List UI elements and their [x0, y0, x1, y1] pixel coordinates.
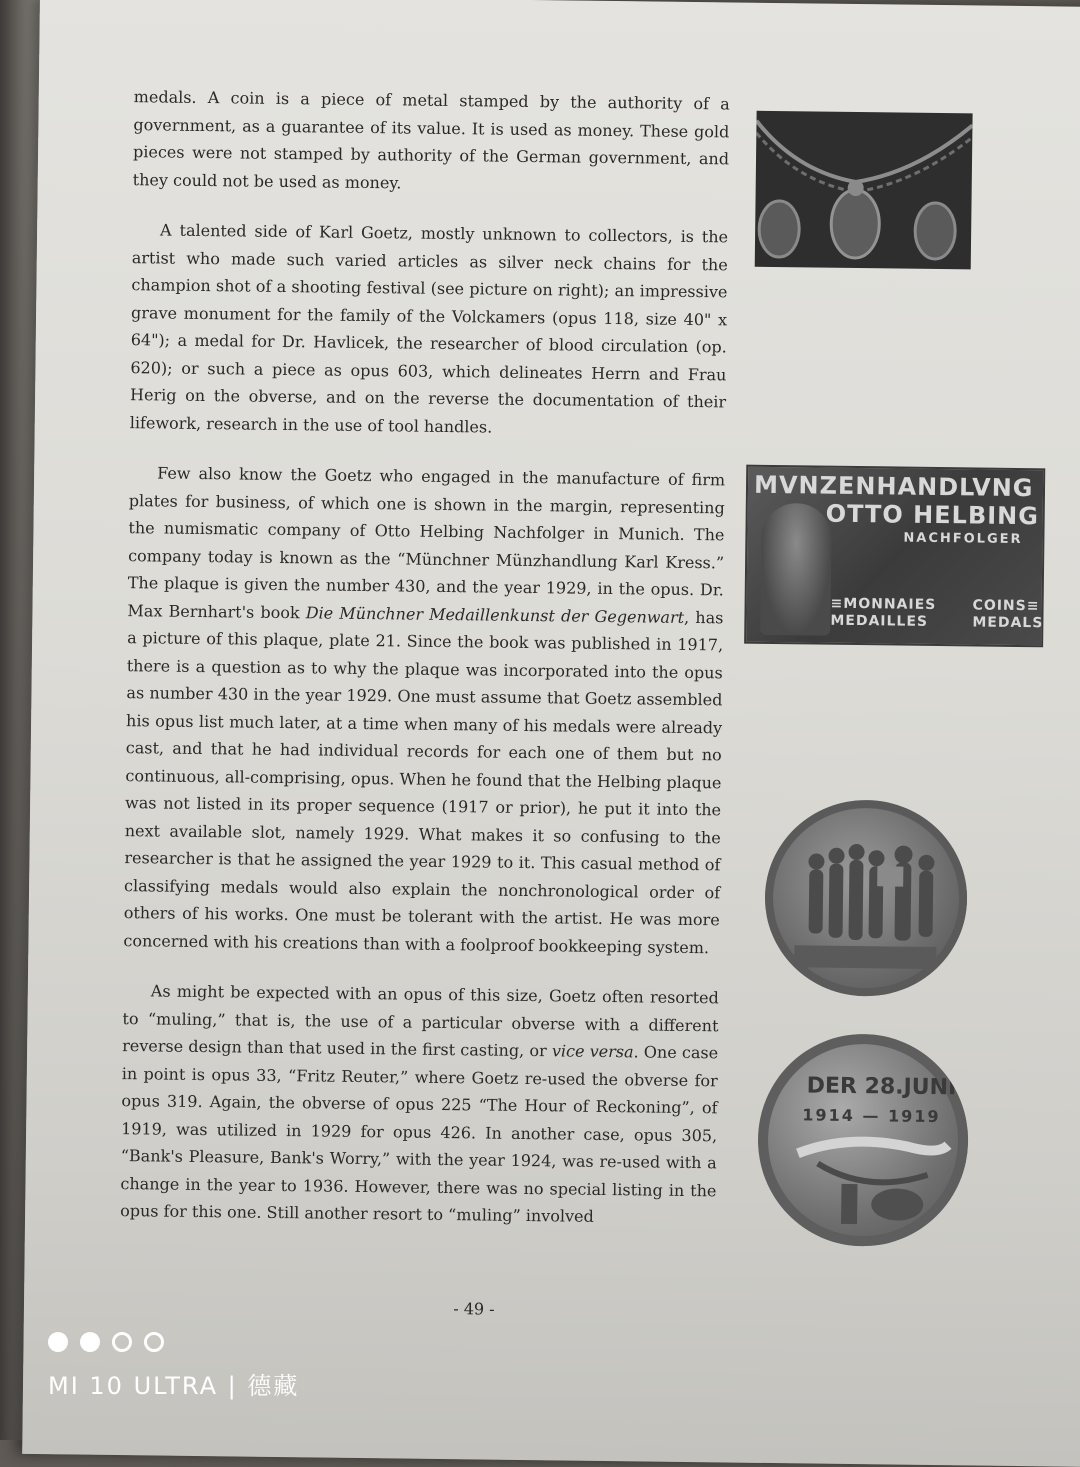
paragraph-2: A talented side of Karl Goetz, mostly unknown to collectors, is the artist who made such varied articles as silver neck chains for the champion shot of a shooting festival (see picture on right); an impressive grave monument for the family of the Volckamers (opus 118, size 40" x 64"); a medal for Dr. Havlicek, the researcher of blood circulation (op. 620); or such a piece as opus 603, which delineates Herrn and Frau Herig on the obverse, and on the reverse the documentation of their lifework, research in the use of tool handles.: [129, 220, 729, 437]
paragraph-4-start: As might be expected with an opus of this size, Goetz often resorted to “muling,” that is, the use of a particular obverse with a different reverse design than that used in the first casting, or: [122, 981, 719, 1061]
watermark-dot-icon: [144, 1332, 164, 1352]
paragraph-4: As might be expected with an opus of this size, Goetz often resorted to “muling,” that is, the use of a particular obverse with a different reverse design than that used in the first casting, or vice versa. One case in point is opus 33, “Fritz Reuter,” where Goetz re-used the obverse for opus 319. Again, the obverse of opus 225 “The Hour of Reckoning”, of 1919, was utilized in 1929 for opus 426. In another case, opus 305, “Bank's Pleasure, Bank's Worry,” with the year 1924, was re-used with a change in the year to 1936. However, there was no special listing in the opus for this one. Still another resort to “muling” involved: [120, 981, 719, 1226]
helbing-plaque-photo: [744, 465, 1045, 648]
paragraph-4-end: One case in point is opus 33, “Fritz Reuter,” where Goetz re-used the obverse for opus 319. Again, the obverse of opus 225 “The Hour of Reckoning”, of 1919, was utilized in 1929 for opus 426. In another case, opus 305, “Bank's Pleasure, Bank's Worry,” with the year 1924, was re-used with a change in the year to 1936. However, there was no special listing in the opus for this one. Still another resort to “muling” involved: [120, 1042, 719, 1226]
camera-watermark: [48, 1332, 299, 1401]
medal-obverse-photo: [764, 799, 968, 997]
paragraph-1: medals. A coin is a piece of metal stamped by the authority of a government, as a guarantee of its value. It is used as money. These gold pieces were not stamped by authority of the German government, and they could not be used as money.: [132, 87, 730, 192]
medal-years: 1914 — 1919: [802, 1105, 941, 1127]
medal-date: DER 28.JUNI: [806, 1073, 957, 1101]
medal-reverse-relief: [757, 1033, 970, 1248]
book-title: Die Münchner Medaillenkunst der Gegenwart: [305, 602, 685, 627]
plaque-line-2: OTTO HELBING: [825, 499, 1040, 531]
plaque-left-label: ≡MONNAIES MEDAILLES: [830, 595, 937, 630]
plaque-right-label: COINS≡ MEDALS: [972, 597, 1044, 632]
watermark-label: MI 10 ULTRA | 德藏: [48, 1372, 300, 1400]
paragraph-3-end: , has a picture of this plaque, plate 21. Since the book was published in 1917, there is a question as to why the plaque was incorporated into the opus as number 430 in the year 1929. One must assume that Goetz assembled his opus list much later, at a time when many of his medals were already cast, and that he had individual records for each one of them but no continuous, all-comprising, opus. When he found that the Helbing plaque was not listed in its proper sequence (1917 or prior), he put it into the next available slot, namely 1929. What makes it so confusing to the researcher is that he assigned the year 1929 to it. This casual method of classifying medals would also explain the nonchronological order of others of his works. One must be tolerant with the artist. He was more concerned with his creations than with a foolproof bookkeeping system.: [123, 607, 724, 957]
plaque-relief-figure: [760, 503, 832, 636]
medal-obverse-relief: [764, 799, 968, 997]
body-text: [120, 83, 730, 1255]
paragraph-3-start: Few also know the Goetz who engaged in the manufacture of firm plates for business, of which one is shown in the margin, representing the numismatic company of Otto Helbing Nachfolger in Munich. The company today is known as the “Münchner Münzhandlung Karl Kress.” The plaque is given the number 430, and the year 1929, in the opus. Dr. Max Bernhart's book: [127, 463, 726, 622]
page-number: - 49 -: [453, 1299, 495, 1319]
watermark-dots: [48, 1332, 299, 1352]
medal-reverse-photo: [757, 1033, 970, 1248]
vice-versa: vice versa: [551, 1041, 634, 1062]
plaque-line-1: MVNZENHANDLVNG: [753, 470, 1034, 503]
book-page: [22, 0, 1080, 1467]
paragraph-3: [123, 459, 725, 961]
plaque-line-3: NACHFOLGER: [903, 530, 1023, 548]
watermark-dot-icon: [80, 1332, 100, 1352]
neck-chain-photo: [755, 111, 973, 270]
neck-chain-illustration: [755, 111, 973, 270]
watermark-dot-icon: [48, 1332, 68, 1352]
watermark-dot-icon: [112, 1332, 132, 1352]
